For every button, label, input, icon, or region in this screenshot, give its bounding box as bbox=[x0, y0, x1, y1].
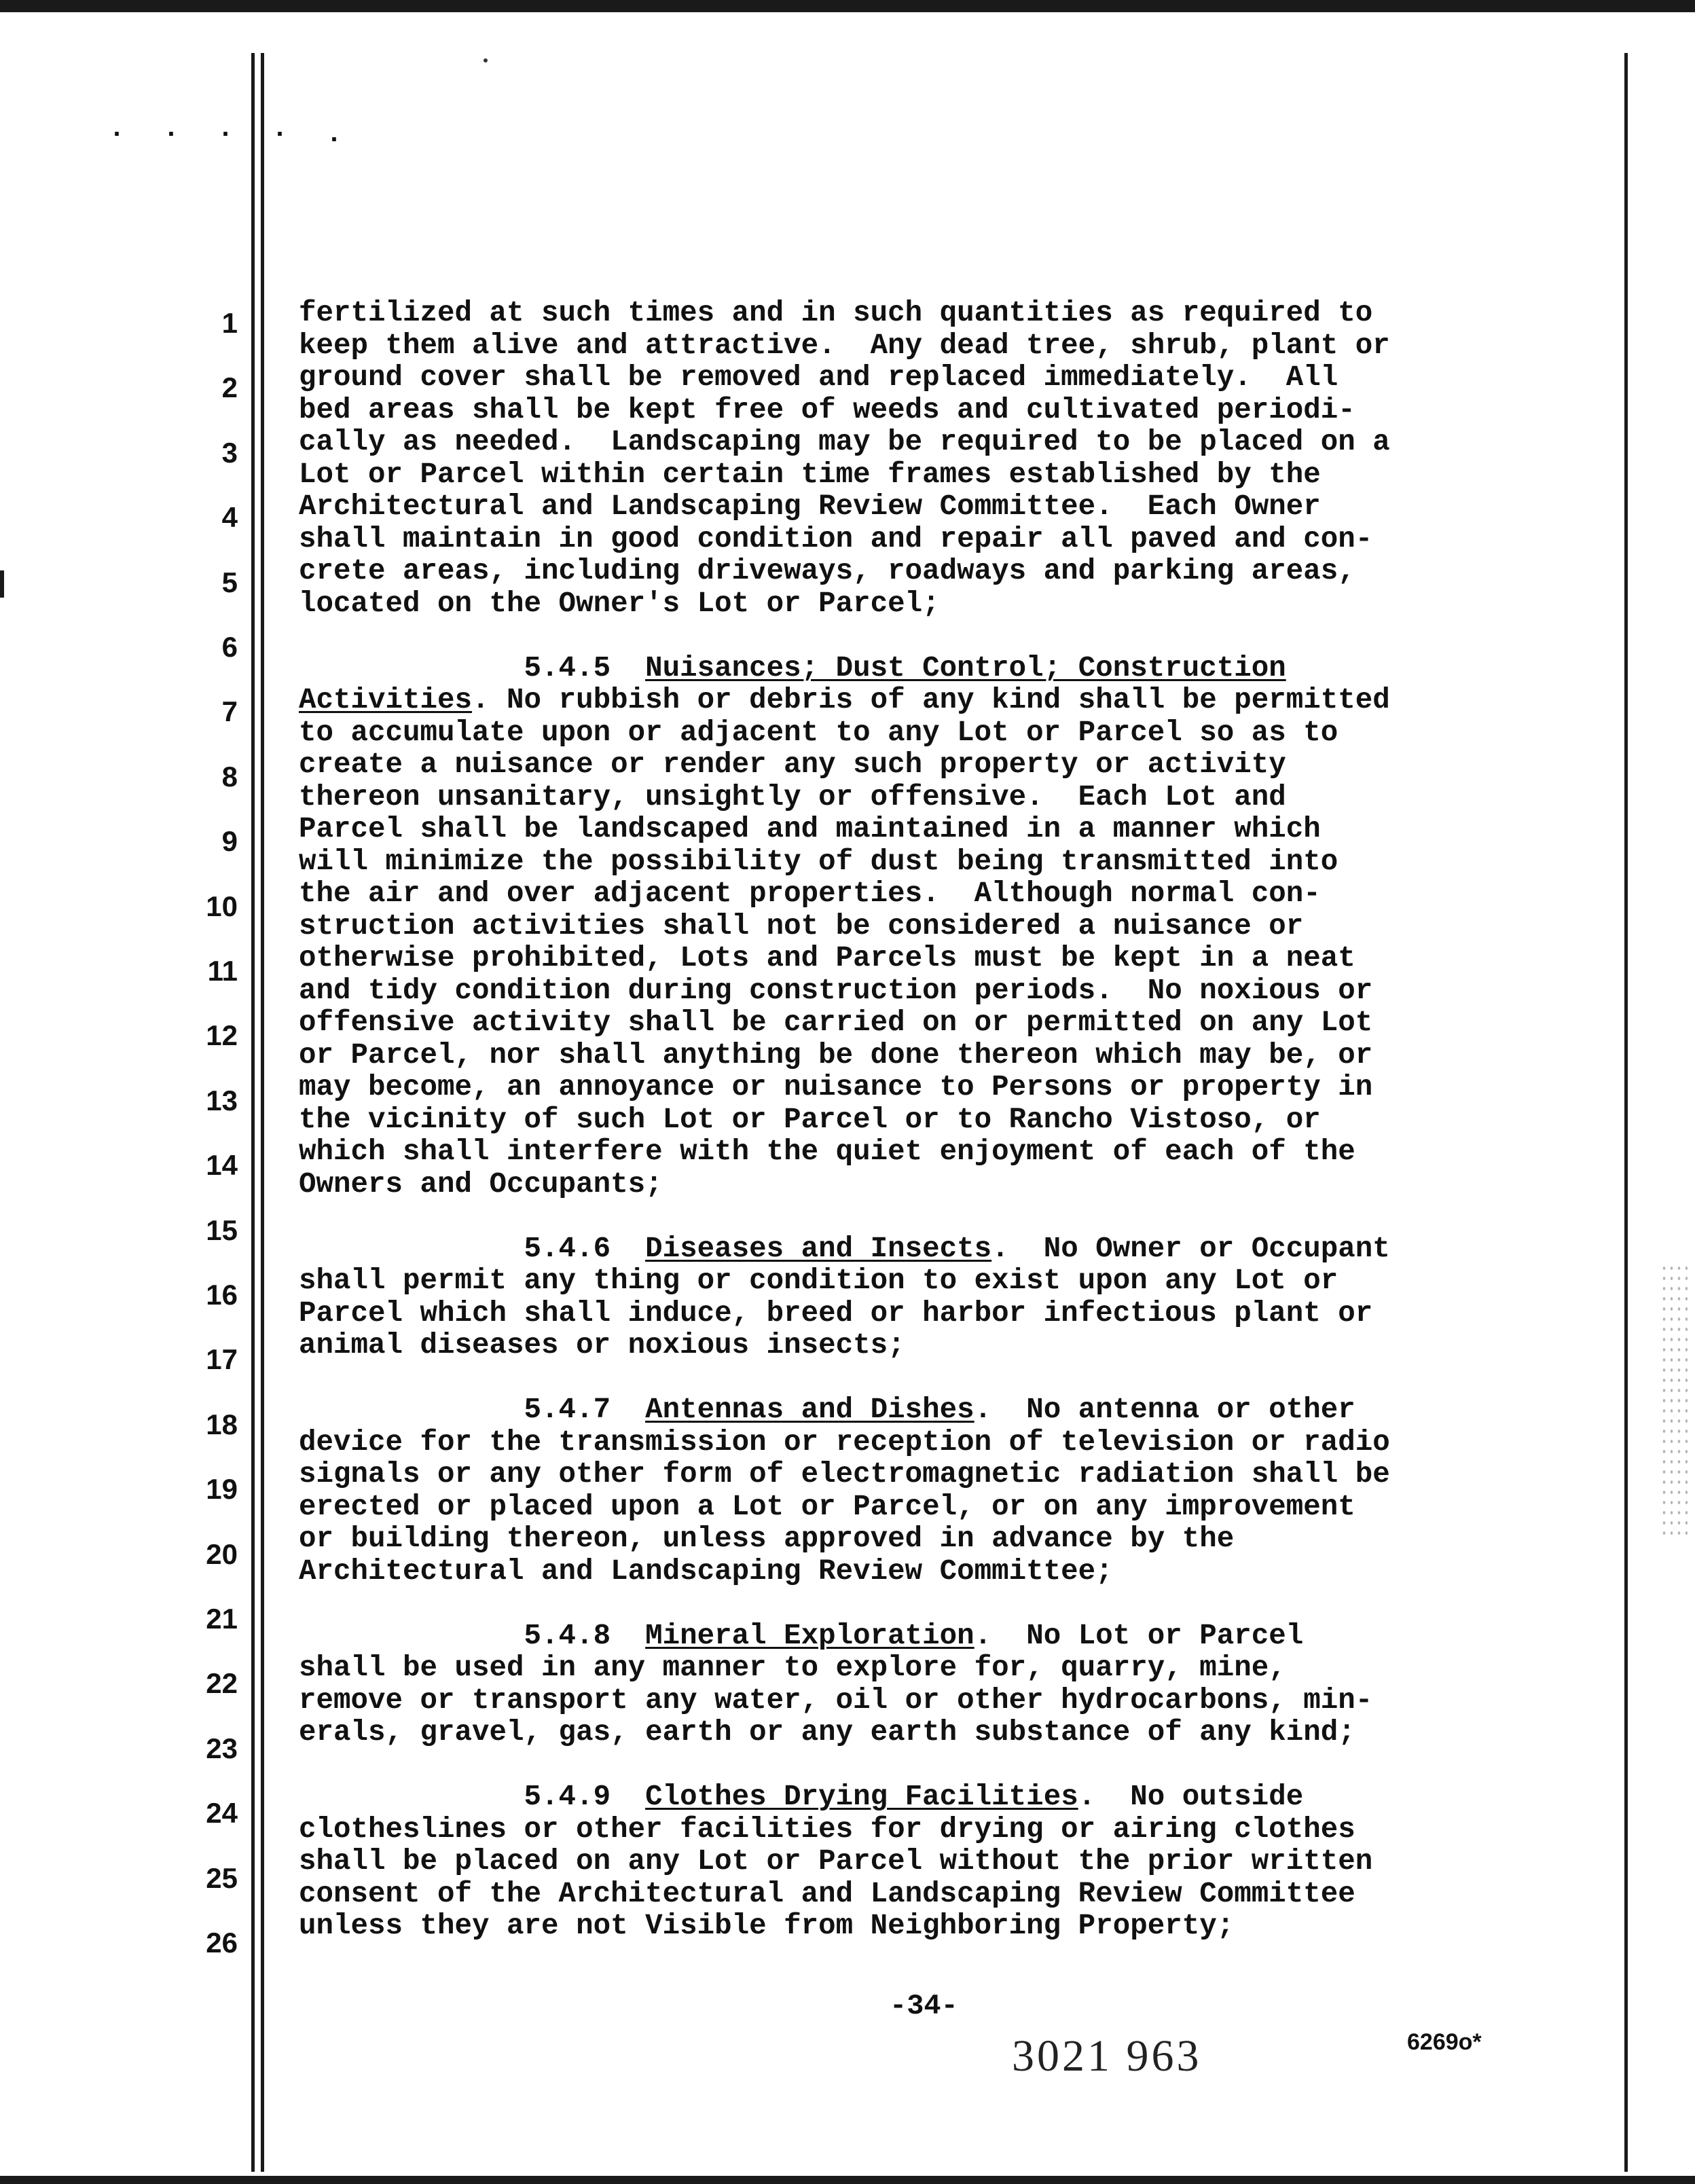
text-line: Architectural and Landscaping Review Committee. Each Owner bbox=[299, 490, 1321, 523]
scan-speck bbox=[484, 58, 488, 62]
margin-dots: · · · · . bbox=[109, 120, 354, 150]
line-number: 20 bbox=[206, 1537, 238, 1570]
line-number: 6 bbox=[221, 631, 238, 663]
section-number: 5.4.7 bbox=[299, 1394, 646, 1426]
section-text: . No antenna or other bbox=[974, 1394, 1355, 1426]
scan-border-bottom bbox=[0, 2176, 1695, 2184]
text-line: Lot or Parcel within certain time frames established by the bbox=[299, 458, 1321, 491]
text-line: to accumulate upon or adjacent to any Lot or Parcel so as to bbox=[299, 716, 1338, 749]
section-text: . No outside bbox=[1078, 1781, 1304, 1813]
section-title: Activities bbox=[299, 684, 473, 716]
line-number: 25 bbox=[206, 1861, 238, 1894]
text-line: signals or any other form of electromagnetic radiation shall be bbox=[299, 1458, 1390, 1491]
line-number: 10 bbox=[206, 890, 238, 922]
line-number: 8 bbox=[221, 760, 238, 793]
line-number: 18 bbox=[206, 1408, 238, 1440]
line-number: 23 bbox=[206, 1732, 238, 1764]
line-number: 4 bbox=[221, 501, 238, 534]
section-number: 5.4.9 bbox=[299, 1781, 646, 1813]
text-line bbox=[299, 653, 1589, 685]
line-number: 15 bbox=[206, 1214, 238, 1246]
text-line: or Parcel, nor shall anything be done thereon which may be, or bbox=[299, 1038, 1373, 1072]
section-title: Antennas and Dishes bbox=[645, 1394, 974, 1426]
text-line: cally as needed. Landscaping may be required to be placed on a bbox=[299, 426, 1390, 458]
scan-edge-mark bbox=[0, 570, 4, 598]
recording-number-stamp: 3021 963 bbox=[1012, 2031, 1202, 2081]
line-number: 21 bbox=[206, 1603, 238, 1635]
text-line: which shall interfere with the quiet enjoyment of each of the bbox=[299, 1135, 1355, 1168]
line-number: 19 bbox=[206, 1473, 238, 1506]
text-line: the vicinity of such Lot or Parcel or to Rancho Vistoso, or bbox=[299, 1103, 1321, 1136]
line-number: 2 bbox=[221, 371, 238, 404]
text-line: consent of the Architectural and Landscaping Review Committee bbox=[299, 1877, 1355, 1910]
text-line: bed areas shall be kept free of weeds and cultivated periodi- bbox=[299, 393, 1355, 426]
section-title: Clothes Drying Facilities bbox=[645, 1781, 1078, 1813]
text-line: offensive activity shall be carried on or permitted on any Lot bbox=[299, 1006, 1373, 1039]
line-number: 5 bbox=[221, 566, 238, 598]
text-line: unless they are not Visible from Neighboring Property; bbox=[299, 1910, 1235, 1942]
text-line: or building thereon, unless approved in advance by the bbox=[299, 1523, 1235, 1555]
text-line bbox=[299, 1620, 1589, 1653]
text-line: may become, an annoyance or nuisance to Persons or property in bbox=[299, 1071, 1373, 1104]
text-line bbox=[299, 1781, 1589, 1814]
scan-noise bbox=[1660, 1263, 1688, 1535]
paragraph bbox=[299, 653, 1589, 1201]
text-line: ground cover shall be removed and replaced immediately. All bbox=[299, 361, 1338, 394]
text-line: Parcel which shall induce, breed or harbor infectious plant or bbox=[299, 1296, 1373, 1330]
text-line: clotheslines or other facilities for drying or airing clothes bbox=[299, 1813, 1355, 1846]
paragraph bbox=[299, 1394, 1589, 1588]
line-number: 17 bbox=[206, 1343, 238, 1376]
text-line: crete areas, including driveways, roadways and parking areas, bbox=[299, 555, 1355, 587]
text-line: thereon unsanitary, unsightly or offensive. Each Lot and bbox=[299, 780, 1286, 814]
text-line: Parcel shall be landscaped and maintained in a manner which bbox=[299, 813, 1321, 845]
line-number: 7 bbox=[221, 695, 238, 728]
text-line: and tidy condition during construction periods. No noxious or bbox=[299, 974, 1373, 1007]
text-line: located on the Owner's Lot or Parcel; bbox=[299, 587, 940, 620]
text-line: shall permit any thing or condition to exist upon any Lot or bbox=[299, 1264, 1338, 1297]
document-code: 6269o* bbox=[1407, 2029, 1482, 2055]
line-number: 26 bbox=[206, 1927, 238, 1959]
text-line: Architectural and Landscaping Review Committee; bbox=[299, 1554, 1113, 1588]
document-body bbox=[299, 297, 1589, 1943]
text-line: the air and over adjacent properties. Although normal con- bbox=[299, 877, 1321, 910]
line-number: 14 bbox=[206, 1149, 238, 1182]
section-number: 5.4.6 bbox=[299, 1232, 646, 1265]
text-line bbox=[299, 685, 1589, 717]
text-line: animal diseases or noxious insects; bbox=[299, 1329, 905, 1362]
line-number: 22 bbox=[206, 1667, 238, 1700]
section-title: Diseases and Insects bbox=[645, 1232, 992, 1265]
text-line: erals, gravel, gas, earth or any earth substance of any kind; bbox=[299, 1716, 1355, 1749]
text-line: erected or placed upon a Lot or Parcel, or on any improvement bbox=[299, 1490, 1355, 1523]
text-line: keep them alive and attractive. Any dead tree, shrub, plant or bbox=[299, 329, 1390, 362]
text-line: shall be placed on any Lot or Parcel without the prior written bbox=[299, 1845, 1373, 1878]
section-text: . No rubbish or debris of any kind shall be permitted bbox=[472, 684, 1390, 716]
text-line: fertilized at such times and in such quantities as required to bbox=[299, 297, 1373, 329]
line-number: 24 bbox=[206, 1797, 238, 1830]
left-margin-rule-inner bbox=[261, 53, 264, 2172]
text-line bbox=[299, 1394, 1589, 1427]
paragraph bbox=[299, 1233, 1589, 1362]
section-number: 5.4.8 bbox=[299, 1619, 646, 1652]
text-line: shall maintain in good condition and repair all paved and con- bbox=[299, 522, 1373, 556]
page-number: -34- bbox=[890, 1990, 958, 2022]
text-line: create a nuisance or render any such property or activity bbox=[299, 748, 1286, 781]
section-number: 5.4.5 bbox=[299, 651, 646, 685]
line-number: 1 bbox=[221, 307, 238, 339]
section-title: Nuisances; Dust Control; Construction bbox=[645, 651, 1286, 685]
section-text: . No Lot or Parcel bbox=[974, 1619, 1304, 1652]
line-number: 9 bbox=[221, 825, 238, 858]
text-line: Owners and Occupants; bbox=[299, 1167, 663, 1201]
right-margin-rule bbox=[1624, 53, 1628, 2172]
text-line: device for the transmission or reception of television or radio bbox=[299, 1425, 1390, 1459]
text-line: shall be used in any manner to explore for, quarry, mine, bbox=[299, 1652, 1286, 1684]
line-number: 3 bbox=[221, 436, 238, 469]
line-number: 12 bbox=[206, 1019, 238, 1052]
line-number: 13 bbox=[206, 1084, 238, 1116]
paragraph bbox=[299, 1781, 1589, 1943]
left-margin-rule bbox=[251, 53, 255, 2172]
text-line: remove or transport any water, oil or other hydrocarbons, min- bbox=[299, 1684, 1373, 1717]
paragraph bbox=[299, 1620, 1589, 1749]
line-number: 11 bbox=[207, 955, 238, 987]
scan-border-top bbox=[0, 0, 1695, 12]
text-line: struction activities shall not be considered a nuisance or bbox=[299, 909, 1304, 943]
text-line: will minimize the possibility of dust being transmitted into bbox=[299, 845, 1338, 878]
text-line: otherwise prohibited, Lots and Parcels must be kept in a neat bbox=[299, 942, 1355, 975]
line-number: 16 bbox=[206, 1279, 238, 1311]
paragraph bbox=[299, 297, 1589, 620]
text-line bbox=[299, 1233, 1589, 1266]
section-text: . No Owner or Occupant bbox=[991, 1232, 1390, 1265]
section-title: Mineral Exploration bbox=[645, 1619, 974, 1652]
